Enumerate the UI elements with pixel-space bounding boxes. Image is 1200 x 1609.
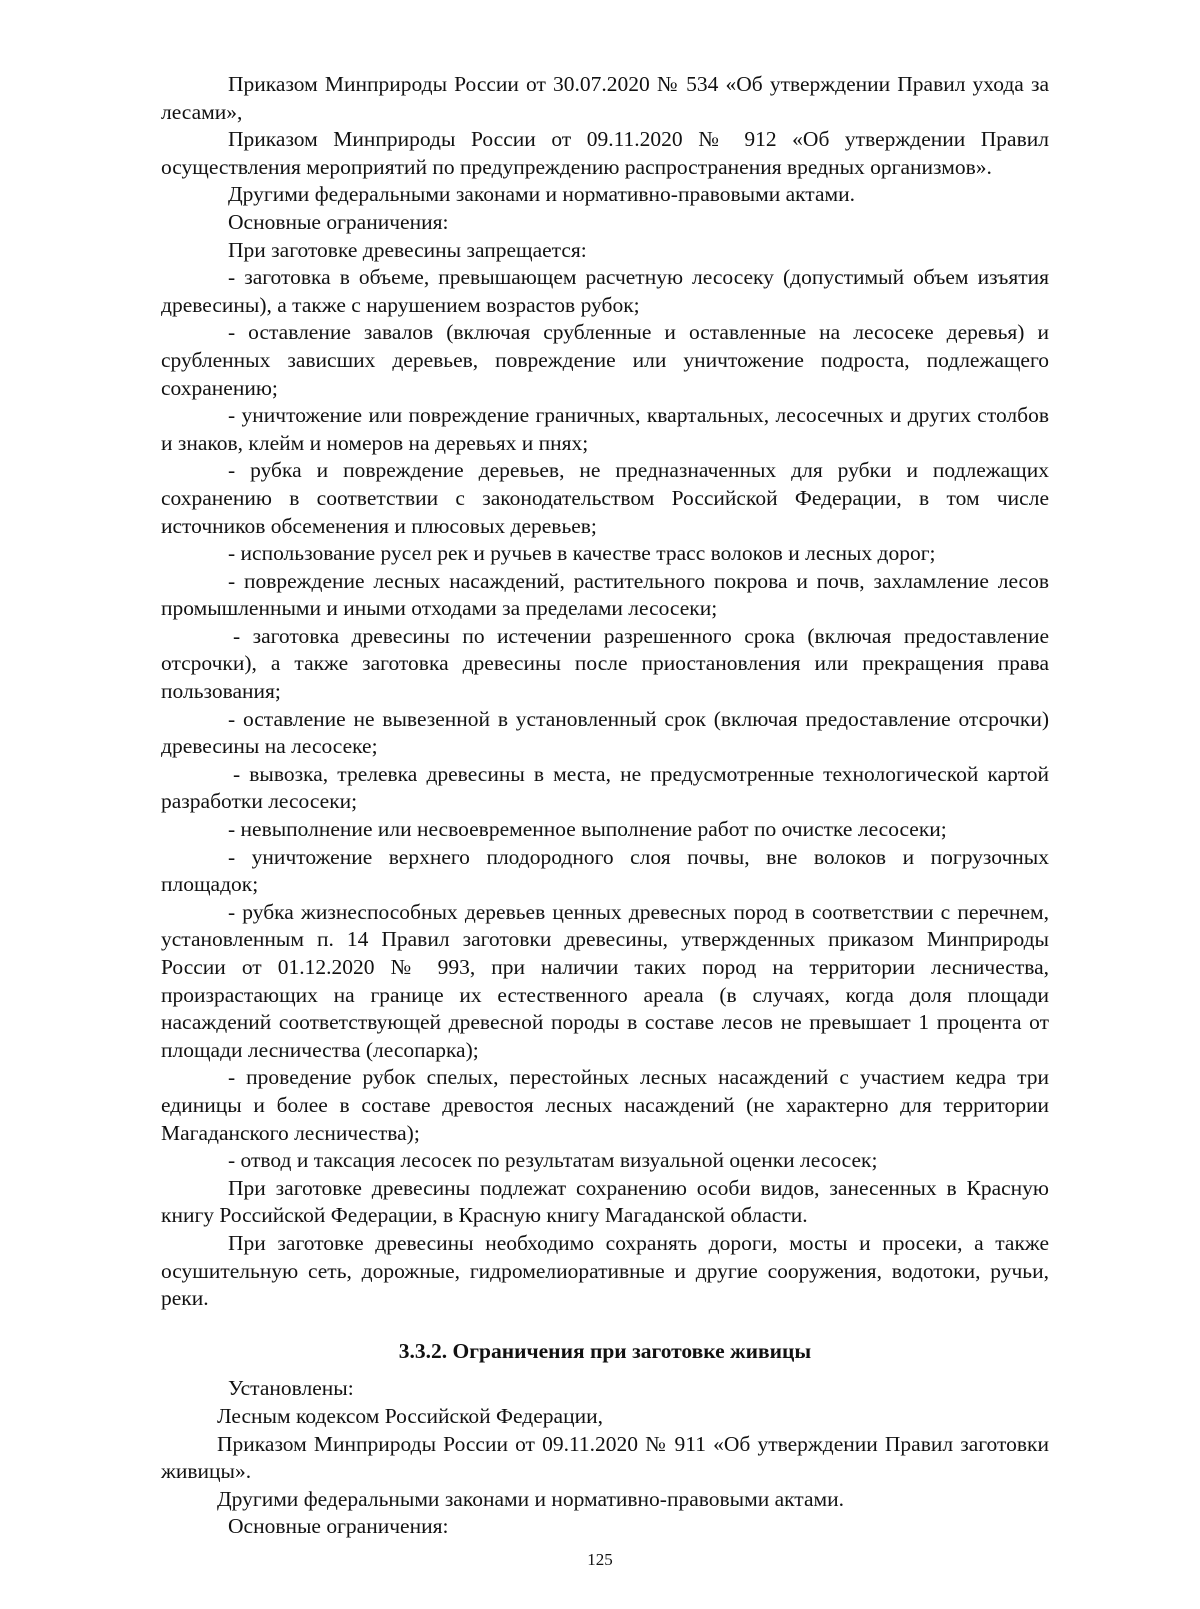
paragraph: При заготовке древесины подлежат сохранению особи видов, занесенных в Красную книгу Российской Федерации, в Красную книгу Магаданской области. [161, 1175, 1049, 1228]
list-item: - оставление завалов (включая срубленные и оставленные на лесосеке деревья) и срубленных зависших деревьев, повреждение или уничтожение подроста, подлежащего сохранению; [161, 320, 1049, 400]
paragraph: Лесным кодексом Российской Федерации, [217, 1403, 603, 1428]
list-item: - уничтожение или повреждение граничных, квартальных, лесосечных и других столбов и знаков, клейм и номеров на деревьях и пнях; [161, 403, 1049, 455]
list-item: - рубка и повреждение деревьев, не предназначенных для рубки и подлежащих сохранению в соответствии с законодательством Российской Федерации, в том числе источников обсеменения и плюсовых деревьев; [161, 458, 1049, 538]
list-item: - проведение рубок спелых, перестойных лесных насаждений с участием кедра три единицы и более в составе древостоя лесных насаждений (не характерно для территории Магаданского лесничества); [161, 1065, 1049, 1145]
list-item: - рубка жизнеспособных деревьев ценных древесных пород в соответствии с перечнем, установленным п. 14 Правил заготовки древесины, утвержденных приказом Минприроды России от 01.12.2020 № 993, при наличии таких пород на территории лесничества, произрастающих на границе их естественного ареала (в случаях, когда доля площади насаждений соответствующей древесной породы в составе лесов не превышает 1 процента от площади лесничества (лесопарка); [161, 899, 1049, 1062]
section-heading: 3.3.2. Ограничения при заготовке живицы [398, 1338, 812, 1363]
paragraph: Другими федеральными законами и нормативно-правовыми актами. [228, 182, 855, 207]
list-item: - повреждение лесных насаждений, растительного покрова и почв, захламление лесов промышленными и иными отходами за пределами лесосеки; [161, 568, 1049, 621]
paragraph: Приказом Минприроды России от 09.11.2020 № 911 «Об утверждении Правил заготовки живицы». [161, 1431, 1049, 1484]
list-item: - использование русел рек и ручьев в качестве трасс волоков и лесных дорог; [228, 541, 936, 566]
list-item: - вывозка, трелевка древесины в места, не предусмотренные технологической картой разработки лесосеки; [161, 761, 1049, 814]
document-body [161, 71, 1049, 1541]
list-item: - заготовка в объеме, превышающем расчетную лесосеку (допустимый объем изъятия древесины), а также с нарушением возрастов рубок; [161, 265, 1049, 317]
page-number: 125 [587, 1550, 613, 1569]
list-item: - отвод и таксация лесосек по результатам визуальной оценки лесосек; [228, 1148, 878, 1173]
paragraph: Приказом Минприроды России от 09.11.2020 № 912 «Об утверждении Правил осуществления мероприятий по предупреждению распространения вредных организмов». [161, 127, 1049, 179]
paragraph: Основные ограничения: [228, 209, 449, 234]
paragraph: Установлены: [228, 1376, 354, 1401]
list-item: - заготовка древесины по истечении разрешенного срока (включая предоставление отсрочки), а также заготовка древесины после приостановления или прекращения права пользования; [161, 623, 1049, 704]
paragraph: При заготовке древесины запрещается: [228, 237, 587, 262]
paragraph: Другими федеральными законами и нормативно-правовыми актами. [217, 1486, 844, 1511]
list-item: - уничтожение верхнего плодородного слоя почвы, вне волоков и погрузочных площадок; [161, 844, 1049, 897]
paragraph: Приказом Минприроды России от 30.07.2020 № 534 «Об утверждении Правил ухода за лесами», [161, 72, 1049, 124]
paragraph: Основные ограничения: [228, 1514, 449, 1539]
paragraph: При заготовке древесины необходимо сохранять дороги, мосты и просеки, а также осушительную сеть, дорожные, гидромелиоративные и другие сооружения, водотоки, ручьи, реки. [161, 1230, 1049, 1311]
list-item: - оставление не вывезенной в установленный срок (включая предоставление отсрочки) древесины на лесосеке; [161, 706, 1049, 759]
list-item: - невыполнение или несвоевременное выполнение работ по очистке лесосеки; [228, 817, 947, 842]
